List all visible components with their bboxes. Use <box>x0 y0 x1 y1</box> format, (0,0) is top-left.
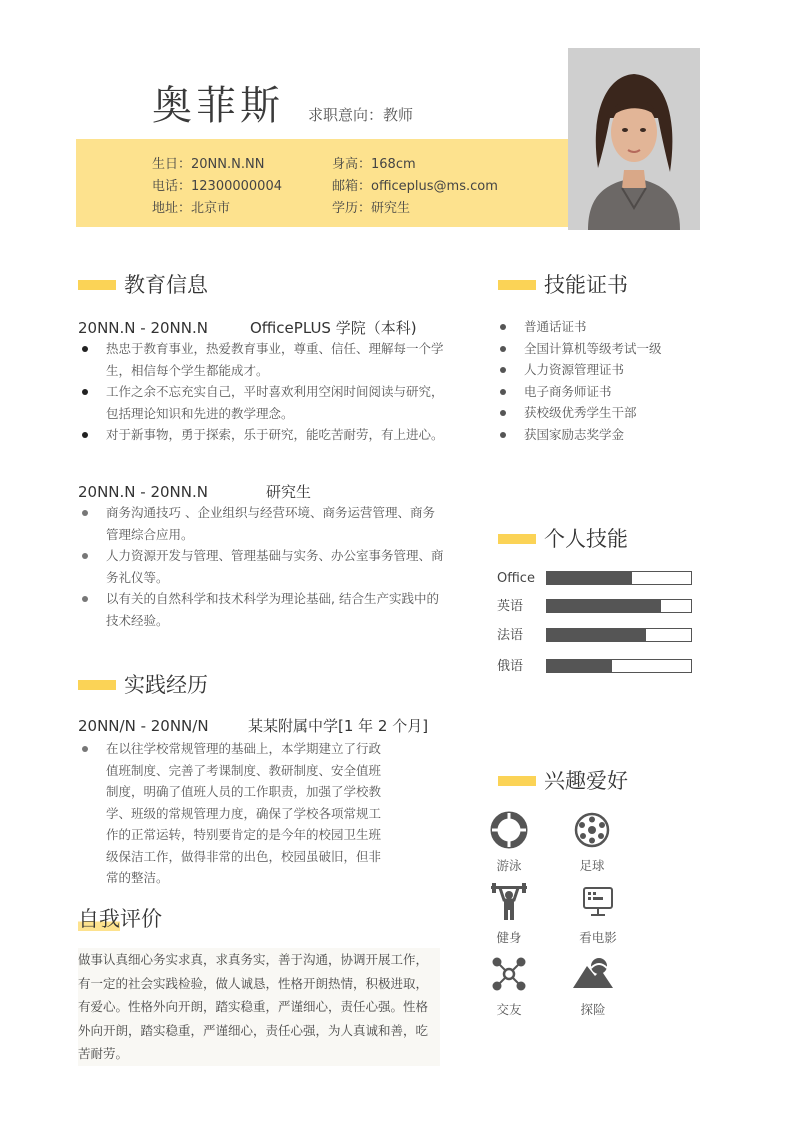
certificates-heading: 技能证书 <box>498 272 628 298</box>
practice-heading: 实践经历 <box>78 672 208 698</box>
info-birthday: 生日：20NN.N.NN <box>152 157 265 172</box>
skill-label-office: Office <box>497 571 535 586</box>
info-band <box>76 139 568 227</box>
education-bullets-1 <box>78 338 446 446</box>
list-item: 商务沟通技巧 、企业组织与经营环境、商务运营管理、商务管理综合应用。 <box>78 502 446 545</box>
heading-accent-bar <box>498 280 536 290</box>
skill-bar-russian <box>546 659 692 673</box>
list-item: 热忠于教育事业，热爱教育事业，尊重、信任、理解每一个学生，相信每个学生都能成才。 <box>78 338 446 381</box>
list-item: 以有关的自然科学和技术科学为理论基础, 结合生产实践中的技术经验。 <box>78 588 446 631</box>
list-item: 人力资源管理证书 <box>498 359 718 381</box>
skill-bar-fill <box>547 572 632 584</box>
social-network-icon <box>489 954 529 994</box>
list-item: 获校级优秀学生干部 <box>498 402 718 424</box>
list-item: 获国家励志奖学金 <box>498 424 718 446</box>
info-phone: 电话：12300000004 <box>152 179 282 194</box>
heading-accent-bar <box>498 534 536 544</box>
education-school-1: OfficePLUS 学院（本科) <box>250 319 417 337</box>
profile-photo <box>568 48 700 230</box>
education-school-2: 研究生 <box>266 483 312 501</box>
info-height: 身高：168cm <box>332 157 416 172</box>
hobby-adventure: 探险 <box>558 954 628 1018</box>
skill-bar-fill <box>547 660 612 672</box>
skill-bar-english <box>546 599 692 613</box>
certificates-list <box>498 316 718 445</box>
hobby-swim: 游泳 <box>474 810 544 874</box>
hobby-movie: 看电影 <box>563 882 633 946</box>
candidate-name: 奥菲斯 <box>152 83 284 129</box>
skill-label-russian: 俄语 <box>497 659 524 674</box>
job-intent: 求职意向：教师 <box>308 106 414 124</box>
practice-place: 某某附属中学[1 年 2 个月] <box>248 717 429 735</box>
skill-bar-fill <box>547 629 646 641</box>
practice-bullets <box>78 738 386 889</box>
hobby-football: 足球 <box>557 810 627 874</box>
info-address: 地址：北京市 <box>152 201 231 216</box>
skill-bar-french <box>546 628 692 642</box>
self-eval-text: 做事认真细心务实求真，求真务实，善于沟通，协调开展工作，有一定的社会实践检验，做人诚恳，性格开朗热情，积极进取，有爱心。性格外向开朗，踏实稳重，严谨细心，责任心强。性格外向开朗，踏实稳重，严谨细心，责任心强，为人真诚和善，吃苦耐劳。 <box>78 948 440 1066</box>
education-period-1: 20NN.N - 20NN.N <box>78 319 208 337</box>
skill-label-french: 法语 <box>497 628 524 643</box>
heading-accent-bar <box>78 680 116 690</box>
skill-label-english: 英语 <box>497 599 524 614</box>
list-item: 普通话证书 <box>498 316 718 338</box>
heading-accent-bar <box>78 280 116 290</box>
education-period-2: 20NN.N - 20NN.N <box>78 483 208 501</box>
info-email: 邮箱：officeplus@ms.com <box>332 179 498 194</box>
swim-ring-icon <box>489 810 529 850</box>
skill-bar-office <box>546 571 692 585</box>
list-item: 对于新事物，勇于探索，乐于研究，能吃苦耐劳，有上进心。 <box>78 424 446 446</box>
heading-accent-bar <box>498 776 536 786</box>
skill-bar-fill <box>547 600 661 612</box>
practice-period: 20NN/N - 20NN/N <box>78 717 209 735</box>
list-item: 全国计算机等级考试一级 <box>498 338 718 360</box>
monitor-icon <box>578 882 618 922</box>
self-eval-heading: 自我评价 <box>78 907 162 931</box>
list-item: 人力资源开发与管理、管理基础与实务、办公室事务管理、商务礼仪等。 <box>78 545 446 588</box>
list-item: 电子商务师证书 <box>498 381 718 403</box>
hobbies-heading: 兴趣爱好 <box>498 768 628 794</box>
education-heading: 教育信息 <box>78 272 208 298</box>
skills-heading: 个人技能 <box>498 526 628 552</box>
hobby-fitness: 健身 <box>474 882 544 946</box>
list-item: 在以往学校常规管理的基础上，本学期建立了行政值班制度、完善了考课制度、教研制度、安全值班制度，明确了值班人员的工作职责，加强了学校教学、班级的常规管理力度，确保了学校各项常规工作的正常运转，特别要肯定的是今年的校园卫生班级保洁工作，做得非常的出色，校园虽破旧，但非常的整洁。 <box>78 738 386 889</box>
education-bullets-2 <box>78 502 446 631</box>
adventure-icon <box>569 954 617 994</box>
fitness-icon <box>489 882 529 922</box>
hobby-social: 交友 <box>474 954 544 1018</box>
info-education: 学历：研究生 <box>332 201 411 216</box>
football-icon <box>572 810 612 850</box>
list-item: 工作之余不忘充实自己，平时喜欢利用空闲时间阅读与研究，包括理论知识和先进的教学理念。 <box>78 381 446 424</box>
